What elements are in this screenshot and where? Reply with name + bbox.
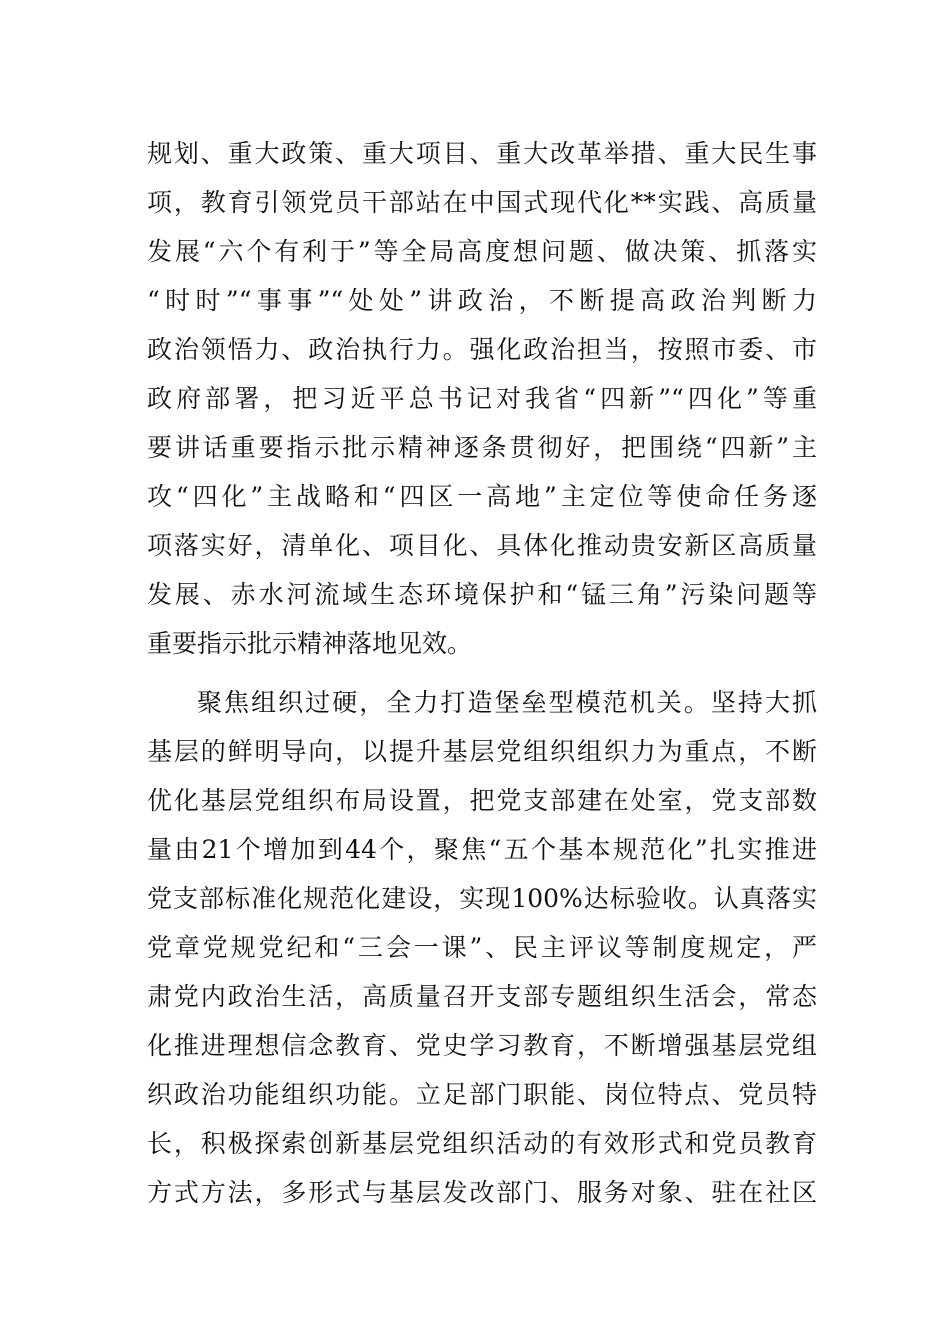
text-line: 党支部标准化规范化建设，实现100%达标验收。认真落实 [147,884,817,913]
text-line: 项落实好，清单化、项目化、具体化推动贵安新区高质量 [147,531,817,560]
text-line: 政治领悟力、政治执行力。强化政治担当，按照市委、市 [147,335,817,364]
paragraph-political-responsibility [147,129,817,668]
text-line: 织政治功能组织功能。立足部门职能、岗位特点、党员特 [147,1080,817,1109]
text-line: 党章党规党纪和“三会一课”、民主评议等制度规定，严 [147,933,817,962]
text-line: 基层的鲜明导向，以提升基层党组织组织力为重点，不断 [147,737,817,766]
text-line: 方式方法，多形式与基层发改部门、服务对象、驻在社区 [147,1178,817,1207]
text-line: 肃党内政治生活，高质量召开支部专题组织生活会，常态 [147,982,817,1011]
text-line: 政府部署，把习近平总书记对我省“四新”“四化”等重 [147,384,817,413]
text-line: 发展、赤水河流域生态环境保护和“锰三角”污染问题等 [147,580,817,609]
text-line: 项，教育引领党员干部站在中国式现代化**实践、高质量 [147,188,817,217]
text-line: 长，积极探索创新基层党组织活动的有效形式和党员教育 [147,1129,817,1158]
text-line-first-indented: 聚焦组织过硬，全力打造堡垒型模范机关。坚持大抓 [197,688,817,717]
text-line: 优化基层党组织布局设置，把党支部建在处室，党支部数 [147,786,817,815]
text-line: 发展“六个有利于”等全局高度想问题、做决策、抓落实 [147,237,817,266]
text-line: 化推进理想信念教育、党史学习教育，不断增强基层党组 [147,1031,817,1060]
text-line: “时时”“事事”“处处”讲政治，不断提高政治判断力 [147,286,817,315]
text-line-last: 重要指示批示精神落地见效。 [147,629,473,658]
text-line: 攻“四化”主战略和“四区一高地”主定位等使命任务逐 [147,482,817,511]
text-line: 要讲话重要指示批示精神逐条贯彻好，把围绕“四新”主 [147,433,817,462]
paragraph-organization-building [147,678,817,1217]
text-line: 量由21个增加到44个，聚焦“五个基本规范化”扎实推进 [147,835,817,864]
text-line: 规划、重大政策、重大项目、重大改革举措、重大民生事 [147,139,817,168]
